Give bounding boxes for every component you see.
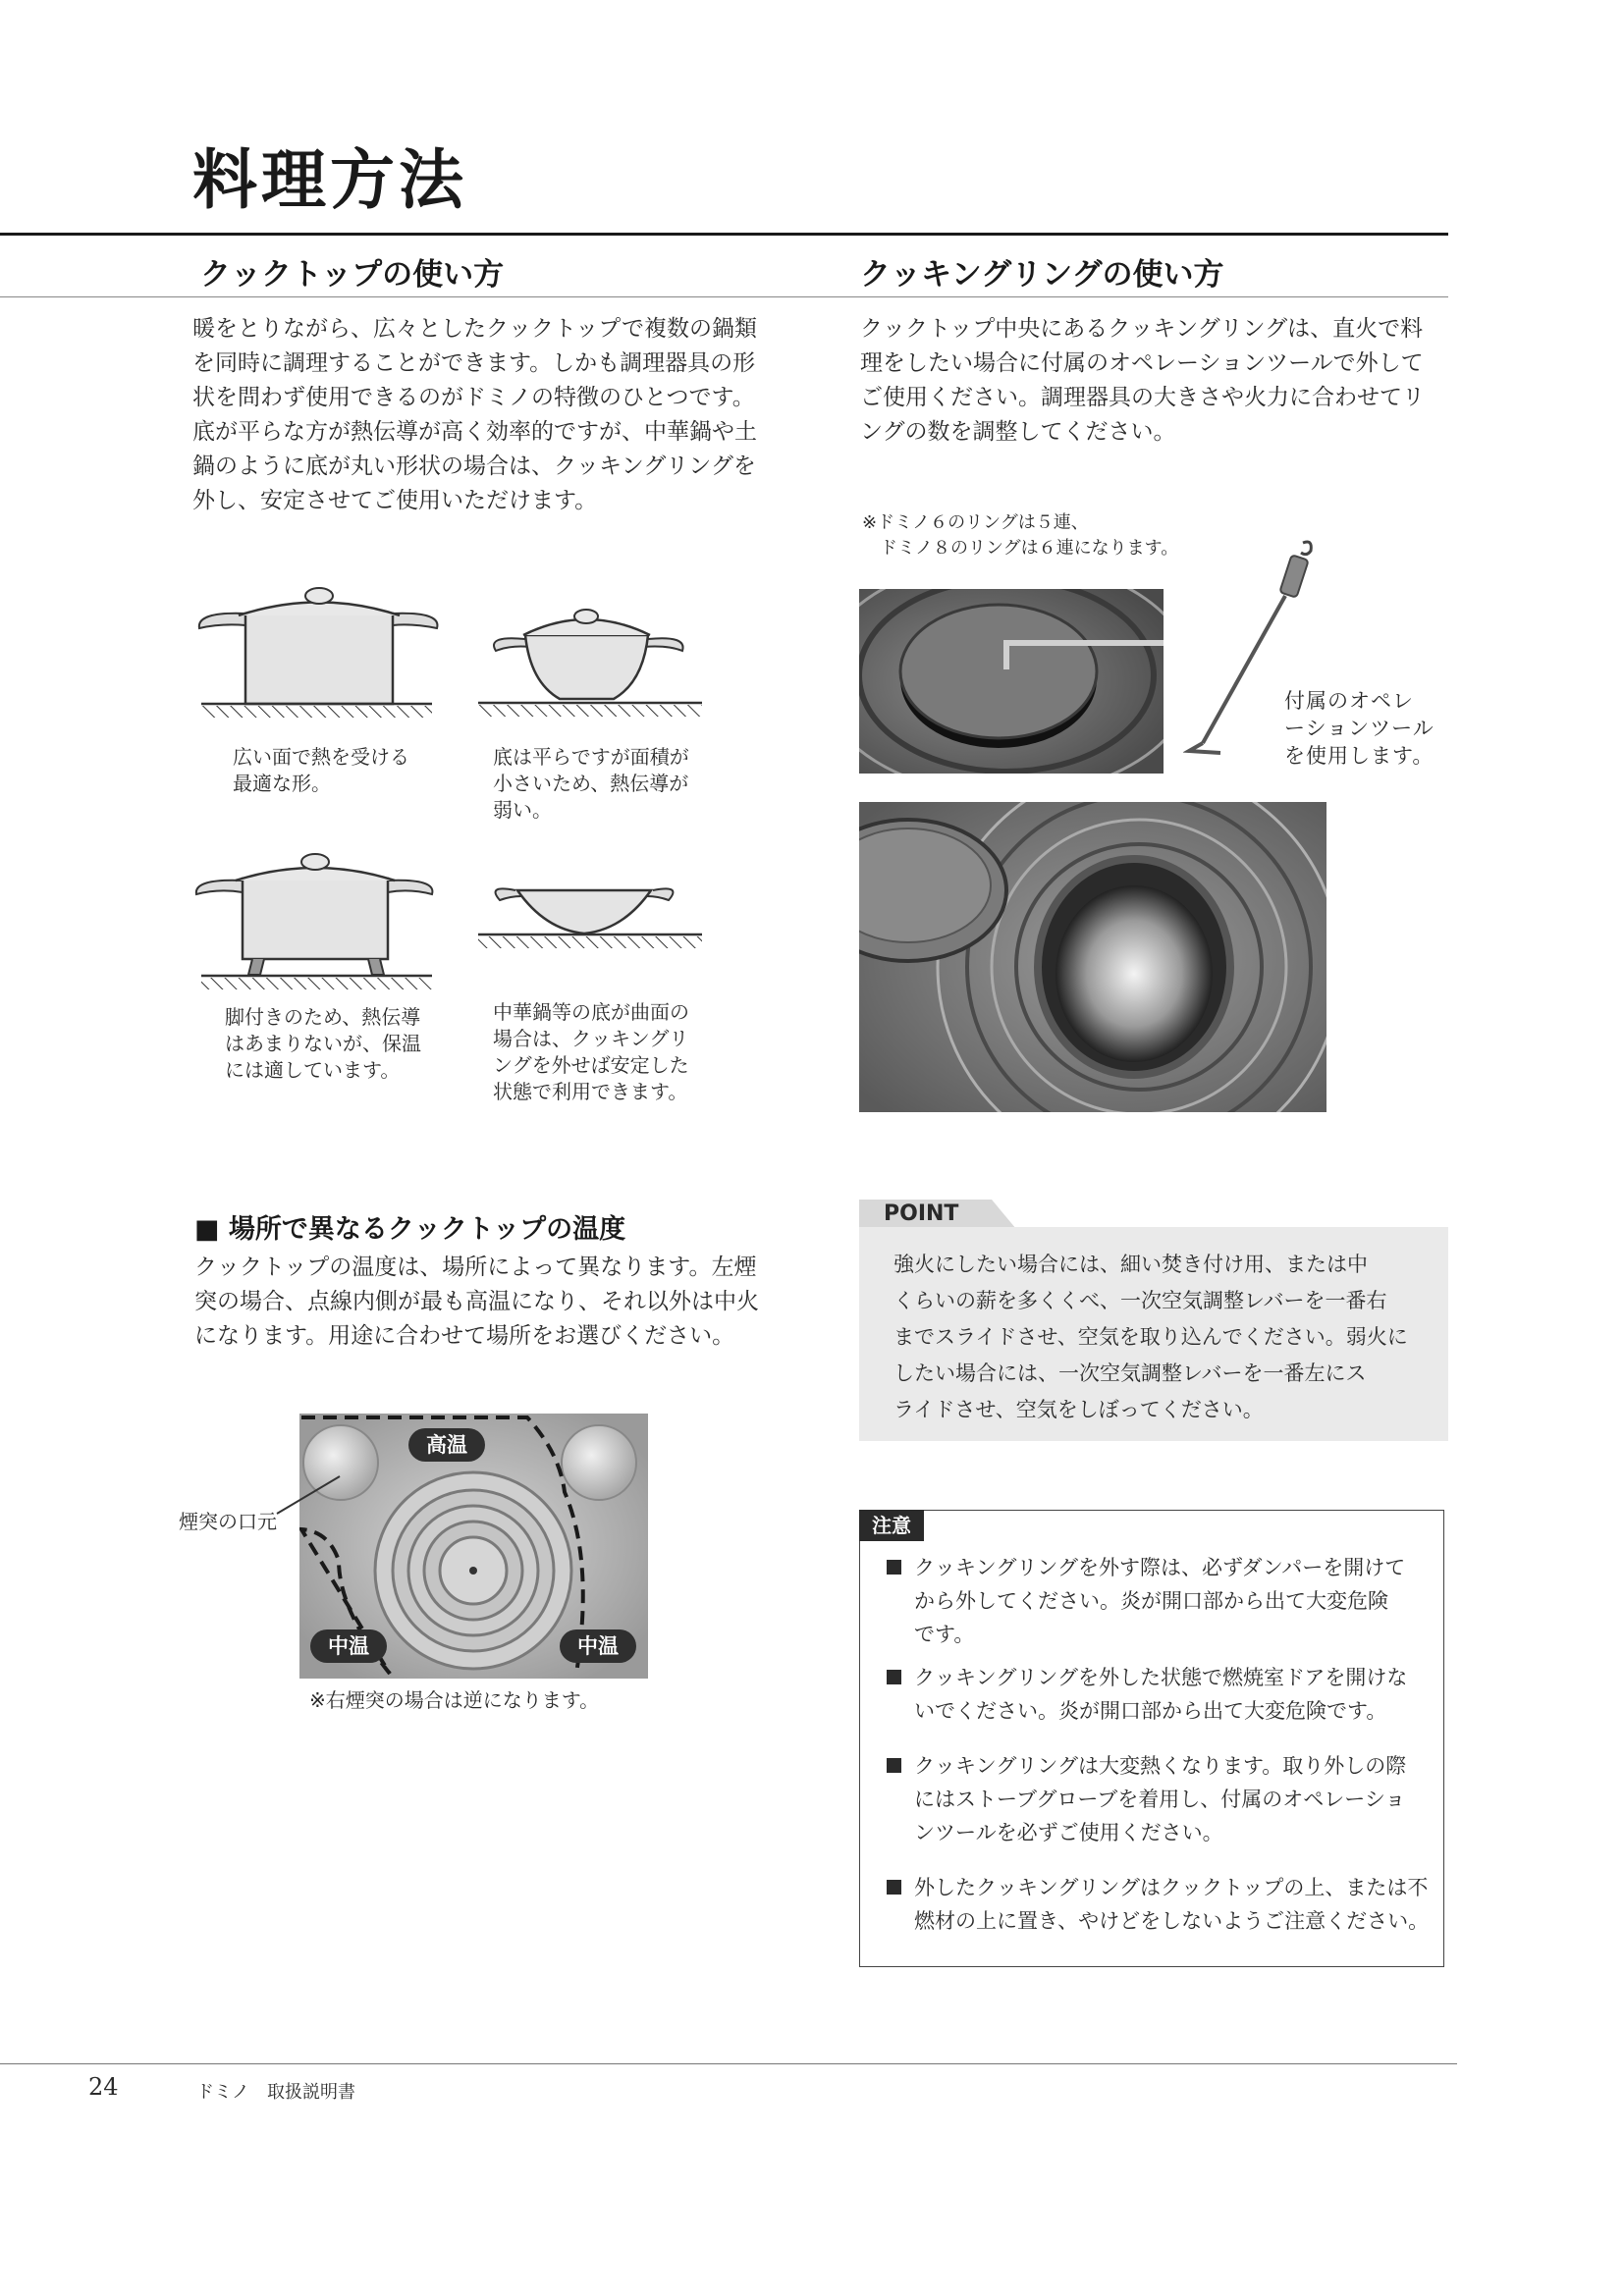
point-label: POINT bbox=[884, 1201, 959, 1226]
bullet-square-icon bbox=[887, 1758, 901, 1773]
cooktop-body-line: 暖をとりながら、広々としたクックトップで複数の鍋類 bbox=[192, 316, 757, 342]
caution-line: 外したクッキングリングはクックトップの上、または不 bbox=[914, 1876, 1429, 1899]
page-title: 料理方法 bbox=[192, 141, 467, 218]
tool-caption-line: ーションツール bbox=[1284, 717, 1435, 740]
temperature-body-line: 突の場合、点線内側が最も高温になり、それ以外は中火 bbox=[194, 1289, 759, 1314]
caption-line: には適しています。 bbox=[225, 1058, 401, 1082]
ring-body-line: ご使用ください。調理器具の大きさや火力に合わせてリ bbox=[860, 385, 1425, 410]
caption-line: 底は平らですが面積が bbox=[493, 745, 689, 769]
wok-icon bbox=[478, 888, 702, 948]
caution-line: クッキングリングは大変熱くなります。取り外しの際 bbox=[914, 1754, 1407, 1778]
cooktop-body-line: を同時に調理することができます。しかも調理器具の形 bbox=[192, 350, 756, 376]
caution-label: 注意 bbox=[859, 1510, 924, 1541]
ring-body bbox=[860, 312, 1425, 450]
pot-bowl-icon bbox=[478, 610, 702, 717]
caption-line: 最適な形。 bbox=[233, 772, 331, 795]
cooktop-body-line: 状を問わず使用できるのがドミノの特徴のひとつです。 bbox=[192, 385, 755, 410]
temperature-heading: ■ 場所で異なるクックトップの温度 bbox=[194, 1214, 626, 1245]
caption-line: 状態で利用できます。 bbox=[493, 1080, 688, 1103]
cooktop-body-line: 外し、安定させてご使用いただけます。 bbox=[192, 488, 598, 513]
point-line: までスライドさせ、空気を取り込んでください。弱火に bbox=[893, 1325, 1408, 1349]
point-text bbox=[893, 1247, 1408, 1428]
point-line: 強火にしたい場合には、細い焚き付け用、または中 bbox=[893, 1253, 1368, 1276]
title-rule bbox=[0, 233, 1448, 236]
section-rule bbox=[0, 296, 1448, 297]
caption-line: 広い面で熱を受ける bbox=[233, 745, 409, 769]
caption-line: はあまりないが、保温 bbox=[225, 1032, 421, 1055]
footer-doc-title: ドミノ 取扱説明書 bbox=[196, 2082, 355, 2103]
footer-rule bbox=[0, 2063, 1457, 2064]
caution-line: 燃材の上に置き、やけどをしないようご注意ください。 bbox=[914, 1909, 1430, 1933]
temperature-note: ※右煙突の場合は逆になります。 bbox=[309, 1688, 600, 1712]
bullet-square-icon bbox=[887, 1880, 901, 1895]
label-chimney: 煙突の口元 bbox=[179, 1510, 277, 1533]
photo-ring-lift bbox=[859, 589, 1164, 774]
ring-heading: クッキングリングの使い方 bbox=[860, 257, 1224, 293]
pot-caption-1 bbox=[233, 744, 409, 797]
cooktop-body-line: 鍋のように底が丸い形状の場合は、クッキングリングを bbox=[192, 454, 756, 479]
point-line: くらいの薪を多くくべ、一次空気調整レバーを一番右 bbox=[893, 1289, 1387, 1312]
ring-body-line: 理をしたい場合に付属のオペレーションツールで外して bbox=[860, 350, 1424, 376]
caution-line: です。 bbox=[914, 1623, 975, 1646]
caption-line: 弱い。 bbox=[493, 798, 552, 822]
caution-line: から外してください。炎が開口部から出て大変危険 bbox=[914, 1589, 1388, 1613]
tool-caption-line: 付属のオペレ bbox=[1284, 689, 1414, 713]
caption-line: 脚付きのため、熱伝導 bbox=[225, 1005, 421, 1029]
temperature-body-line: になります。用途に合わせて場所をお選びください。 bbox=[194, 1323, 735, 1349]
pot-caption-2 bbox=[493, 744, 689, 824]
cooktop-body bbox=[192, 312, 757, 518]
caution-line: ンツールを必ずご使用ください。 bbox=[914, 1821, 1223, 1844]
pot-caption-3 bbox=[225, 1004, 421, 1084]
caption-line: 場合は、クッキングリ bbox=[493, 1027, 689, 1050]
caption-line: 小さいため、熱伝導が bbox=[493, 772, 689, 795]
cooktop-body-line: 底が平らな方が熱伝導が高く効率的ですが、中華鍋や土 bbox=[192, 419, 757, 445]
label-mid-temp-left: 中温 bbox=[310, 1629, 387, 1663]
point-line: したい場合には、一次空気調整レバーを一番左にス bbox=[893, 1362, 1367, 1385]
ring-note bbox=[862, 510, 1178, 561]
ring-note-line: ドミノ８のリングは６連になります。 bbox=[862, 538, 1179, 559]
caution-line: にはストーブグローブを着用し、付属のオペレーショ bbox=[914, 1788, 1406, 1811]
bullet-square-icon bbox=[887, 1560, 901, 1575]
caution-line: いでください。炎が開口部から出て大変危険です。 bbox=[914, 1699, 1387, 1723]
cooktop-heading: クックトップの使い方 bbox=[200, 257, 505, 293]
page-number: 24 bbox=[88, 2073, 119, 2101]
pot-straight-icon bbox=[199, 588, 438, 718]
caution-line: クッキングリングを外す際は、必ずダンパーを開けて bbox=[914, 1556, 1406, 1579]
pot-caption-4 bbox=[493, 999, 689, 1105]
caption-line: 中華鍋等の底が曲面の bbox=[493, 1000, 689, 1024]
tool-caption-line: を使用します。 bbox=[1284, 744, 1435, 768]
tool-caption bbox=[1284, 687, 1435, 770]
bullet-square-icon bbox=[887, 1670, 901, 1684]
temperature-body bbox=[194, 1251, 759, 1354]
label-mid-temp-right: 中温 bbox=[560, 1629, 636, 1663]
pot-legs-icon bbox=[196, 854, 433, 989]
ring-note-line: ※ドミノ６のリングは５連、 bbox=[862, 512, 1089, 533]
point-line: ライドさせ、空気をしぼってください。 bbox=[893, 1398, 1264, 1421]
caption-line: ングを外せば安定した bbox=[493, 1053, 689, 1077]
temperature-body-line: クックトップの温度は、場所によって異なります。左煙 bbox=[194, 1255, 757, 1280]
ring-body-line: クックトップ中央にあるクッキングリングは、直火で料 bbox=[860, 316, 1424, 342]
ring-body-line: ングの数を調整してください。 bbox=[860, 419, 1176, 445]
caution-line: クッキングリングを外した状態で燃焼室ドアを開けな bbox=[914, 1666, 1408, 1689]
photo-ring-removed bbox=[859, 802, 1326, 1112]
label-high-temp: 高温 bbox=[408, 1428, 485, 1462]
chimney-leader-line bbox=[275, 1472, 344, 1517]
